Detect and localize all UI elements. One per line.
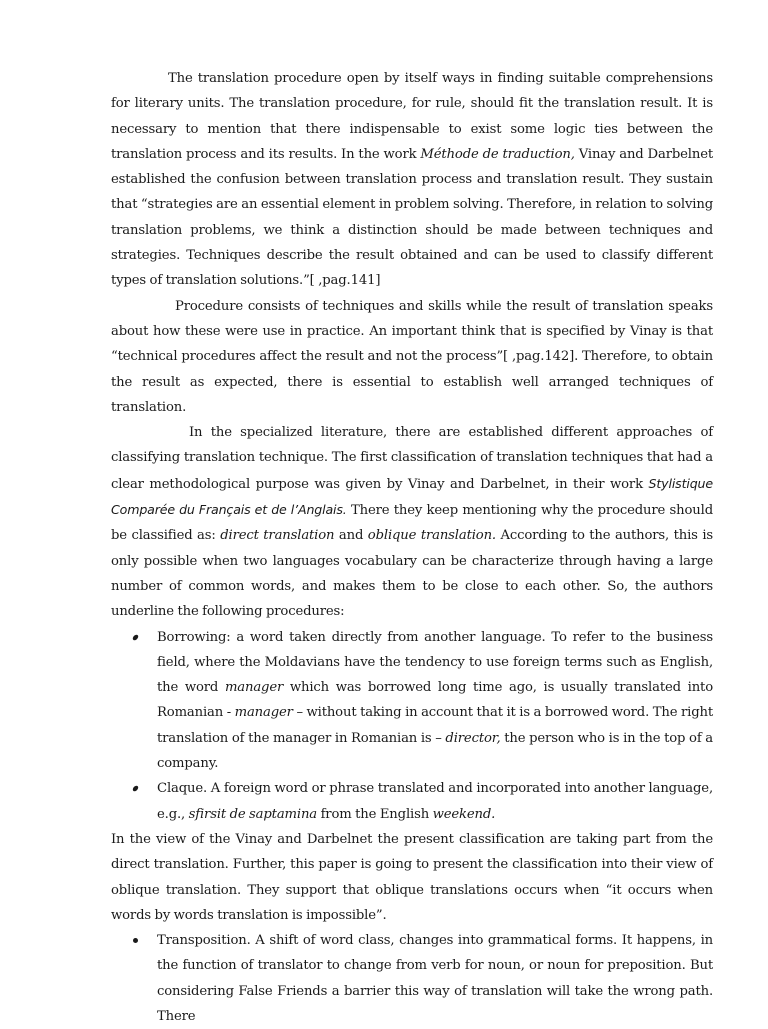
list-item-borrowing bbox=[111, 625, 713, 777]
term-oblique-translation: oblique translation. bbox=[367, 528, 496, 544]
text-run: – without taking in account that it is a borrowed word. The right translation of the manager in Romanian is – bbox=[157, 705, 713, 746]
list-item-claque bbox=[111, 776, 713, 827]
bullet-icon bbox=[133, 938, 138, 943]
paragraph-translation-procedure bbox=[111, 66, 713, 294]
paragraph-procedure-consists bbox=[111, 294, 713, 420]
text-run: from the English bbox=[317, 806, 433, 822]
bullet-list-oblique bbox=[111, 928, 713, 1029]
bullet-list-direct bbox=[111, 625, 713, 827]
text-run: According to the authors, this is only possible when two languages vocabulary can be characterize through having a large number of common words, and makes them to be close to each other. So, the authors underline the following procedures: bbox=[111, 528, 714, 620]
text-run: the person who is in the top of a company. bbox=[157, 730, 713, 772]
text-run: Borrowing: a word taken directly from another language. To refer to the business field, where the Moldavians have the tendency to use foreign terms such as English, the word bbox=[157, 629, 713, 696]
text-run: Claque. A foreign word or phrase translated and incorporated into another language, e.g., bbox=[157, 781, 713, 822]
text-run: Vinay and Darbelnet established the confusion between translation process and translation result. They sustain that “strategies are an essential element in problem solving. Therefore, in relation to solving translation problems, we think a distinction should be made between techniques and strategies. Techniques describe the result obtained and can be used to classify different types of translation solutions.”[ ,pag.141] bbox=[111, 146, 714, 289]
term: weekend. bbox=[432, 806, 496, 822]
text-run: There they keep mentioning why the procedure should be classified as: bbox=[111, 503, 713, 544]
text-run: In the view of the Vinay and Darbelnet the present classification are taking part from the direct translation. Further, this paper is going to present the classification into their view of oblique translation. They support that oblique translations occurs when “it occurs when words by words translation is impossible”. bbox=[111, 831, 713, 923]
term-direct-translation: direct translation bbox=[220, 528, 335, 544]
term: manager bbox=[224, 680, 284, 696]
text-run: and bbox=[334, 528, 368, 544]
work-title: Stylistique Comparée du Français et de l’Anglais. bbox=[111, 475, 713, 518]
text-run: In the specialized literature, there are established different approaches of classifying translation technique. The first classification of translation techniques that had a clear methodological purpose was given by Vinay and Darbelnet, in their work bbox=[111, 425, 713, 492]
text-run: The translation procedure open by itself ways in finding suitable comprehensions for literary units. The translation procedure, for rule, should fit the translation result. It is necessary to mention that there indispensable to exist some logic ties between the translation process and its results. In the work bbox=[111, 71, 713, 162]
list-item-transposition bbox=[111, 928, 713, 1029]
term: director, bbox=[445, 730, 501, 746]
term: manager bbox=[234, 705, 293, 721]
term: sfirsit de saptamina bbox=[188, 806, 318, 822]
text-run: Procedure consists of techniques and skills while the result of translation speaks about how these were use in practice. An important think that is specified by Vinay is that “technical procedures affect the result and not the process”[ ,pag.142]. Therefore, to obtain the result as expected, there is essential to establish well arranged techniques of translation. bbox=[111, 298, 713, 415]
work-title: Méthode de traduction, bbox=[420, 146, 575, 162]
text-run: which was borrowed long time ago, is usually translated into Romanian - bbox=[157, 680, 713, 721]
paragraph-specialized-literature bbox=[111, 420, 713, 624]
text-run: Transposition. A shift of word class, changes into grammatical forms. It happens, in the function of translator to change from verb for noun, or noun for preposition. But considering False Friends a barrier this way of translation will take the wrong path. There bbox=[157, 933, 713, 1024]
bullet-icon bbox=[132, 786, 139, 792]
bullet-icon bbox=[132, 634, 139, 640]
paragraph-vinay-view bbox=[111, 827, 713, 928]
